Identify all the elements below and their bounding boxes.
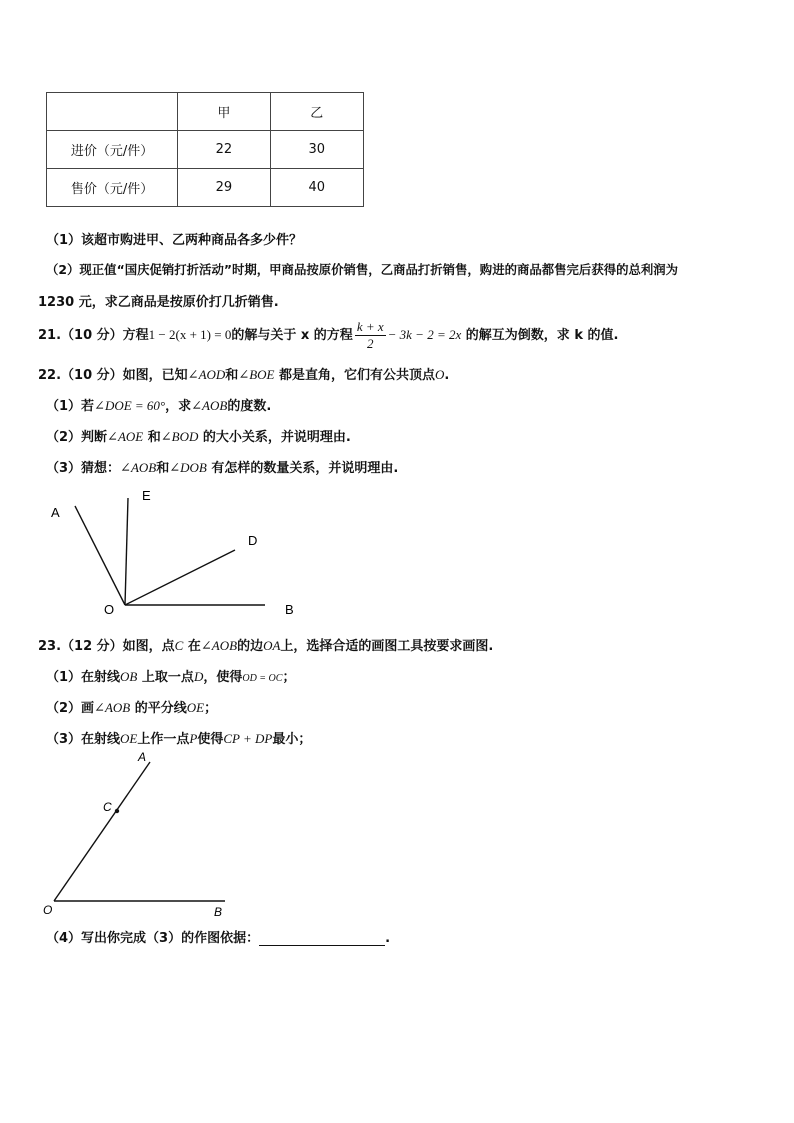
fraction-numerator: k + x [356,319,384,334]
segment-label: OA [263,638,281,653]
ray-oa [75,506,125,605]
label-c: C [103,800,112,814]
q20-part2-line1: （2）现正值“国庆促销打折活动”时期，甲商品按原价销售，乙商品打折销售，购进的商品都售完后获得的总利润为 [46,262,679,277]
q22-text: 的大小关系，并说明理由. [202,430,351,445]
q23-text: 最小； [272,732,312,747]
ray-label: OB [120,669,138,684]
angle: ∠BOE [238,367,275,382]
angle: ∠BOD [160,429,199,444]
q23-text: （1）在射线 [46,670,121,685]
q23-text: ； [204,701,218,716]
fraction-denominator: 2 [366,336,374,351]
question-score: （10 分） [61,328,123,343]
q23-text: （2）画 [46,701,95,716]
q23-text: ，使得 [203,670,243,685]
q21-text: 的值. [587,328,619,343]
q23-figure [36,748,236,923]
label-o: O [104,602,115,617]
table-cell: 29 [178,169,270,207]
table-header-cell: 甲 [178,93,270,131]
q23-text: . [385,931,391,946]
q22-text: 都是直角，它们有公共顶点 [279,368,436,383]
q22-text: 的度数. [227,399,272,414]
angle: ∠AOB [191,398,228,413]
answer-blank[interactable] [259,931,385,946]
angle: ∠AOB [120,460,157,475]
q22-part2 [46,426,351,445]
label-e: E [142,488,151,503]
point-label: P [189,731,198,746]
q22-part1 [46,395,271,414]
angle: ∠AOE [107,429,144,444]
ray-oe [125,498,128,605]
q23-text: 在 [187,639,201,654]
q22-text: （2）判断 [46,430,108,445]
q23-text: 上，选择合适的画图工具按要求画图. [280,639,494,654]
ray-oa [54,762,150,901]
table-cell: 22 [178,131,270,169]
equation: ∠DOE = 60° [94,398,166,413]
q20-part1: （1）该超市购进甲、乙两种商品各多少件？ [46,233,303,248]
q22-text: 有怎样的数量关系，并说明理由. [211,461,399,476]
table-row-label: 售价（元/件） [47,169,178,207]
q21-text: 的解与关于 [231,328,297,343]
table-row-label: 进价（元/件） [47,131,178,169]
label-o: O [43,903,53,917]
q22-text: . [444,368,450,383]
q23-text: 使得 [197,732,224,747]
line-label: OE [186,700,205,715]
angle: ∠AOD [187,367,226,382]
variable: k [574,328,583,343]
q20-part2-line2: 1230 元，求乙商品是按原价打几折销售. [38,295,279,310]
q21-text: 方程 [122,328,149,343]
point-c [115,809,119,813]
q22-stem [38,364,449,383]
q21-text: 的方程 [313,328,353,343]
table-row [47,169,364,207]
label-b: B [285,602,294,617]
q22-text: 和 [225,368,239,383]
question-score: （10 分） [61,368,123,383]
label-a: A [138,750,147,764]
point-label: C [174,638,184,653]
q23-text: 的平分线 [134,701,187,716]
q23-text: 的边 [237,639,264,654]
equation: 1 − 2(x + 1) = 0 [148,327,232,342]
table-header-cell: 乙 [270,93,363,131]
q22-figure [40,484,310,624]
label-a: A [51,505,60,520]
expression: CP + DP [223,731,273,746]
label-b: B [214,905,223,919]
price-table [46,92,364,207]
question-number: 22. [38,368,62,383]
angle: ∠DOB [169,460,207,475]
q23-text: （3）在射线 [46,732,121,747]
table-header-cell [47,93,178,131]
table-cell: 40 [270,169,363,207]
question-number: 21. [38,328,62,343]
q21-line [38,318,618,353]
question-number: 23. [38,639,62,654]
q23-text: 上作一点 [137,732,190,747]
table-cell: 30 [270,131,363,169]
q22-text: 和 [156,461,170,476]
q23-text: （4）写出你完成（3）的作图依据： [46,931,260,946]
question-score: （12 分） [61,639,123,654]
q23-stem [38,635,493,654]
equation: OD = OC [242,673,283,684]
variable: x [300,328,310,343]
label-d: D [248,533,258,548]
ray-label: OE [120,731,138,746]
ray-od [125,550,235,605]
q22-text: 如图，已知 [122,368,188,383]
q22-text: ，求 [165,399,192,414]
point-label: D [193,669,204,684]
q23-text: 上取一点 [141,670,194,685]
angle: ∠AOB [94,700,131,715]
q22-text: 和 [147,430,161,445]
q23-part3 [46,728,311,747]
q22-part3 [46,457,398,476]
table-header-row [47,93,364,131]
q23-part4 [46,927,390,946]
q23-text: 如图，点 [122,639,175,654]
q21-text: 的解互为倒数，求 [465,328,570,343]
point-label: O [435,367,445,382]
q23-part1 [46,666,295,685]
fraction [355,319,386,352]
q23-text: ； [282,670,296,685]
equation: − 3k − 2 = 2x [387,327,462,342]
q22-text: （1）若 [46,399,95,414]
q23-part2 [46,697,217,716]
table-row [47,131,364,169]
q22-text: （3）猜想： [46,461,121,476]
angle: ∠AOB [200,638,238,653]
